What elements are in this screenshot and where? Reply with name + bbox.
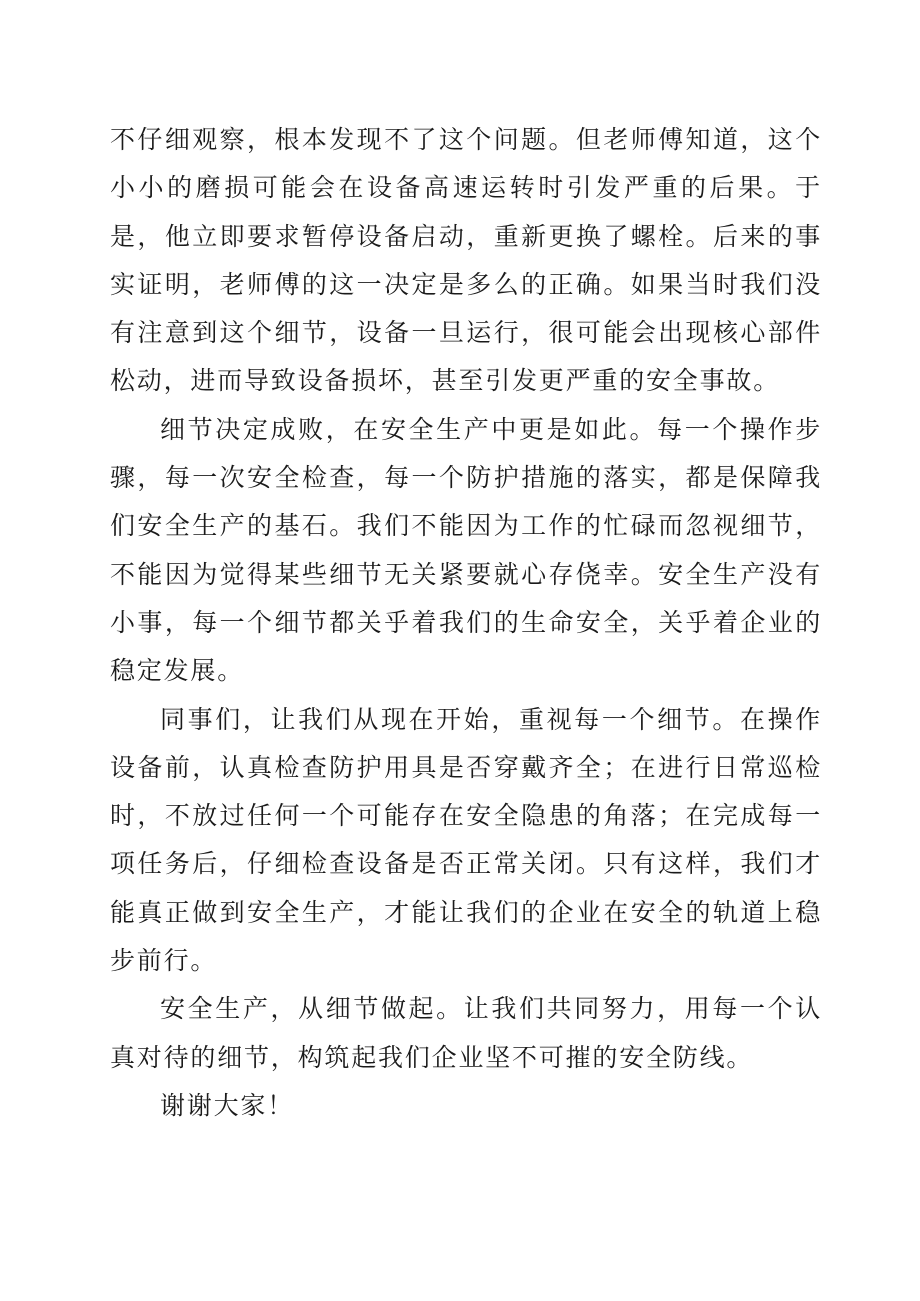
paragraph-1: 不仔细观察，根本发现不了这个问题。但老师傅知道，这个小小的磨损可能会在设备高速运转时引发严重的后果。于是，他立即要求暂停设备启动，重新更换了螺栓。后来的事实证明，老师傅的这一决定是多么的正确。如果当时我们没有注意到这个细节，设备一旦运行，很可能会出现核心部件松动，进而导致设备损坏，甚至引发更严重的安全事故。: [110, 125, 822, 396]
closing-line: 谢谢大家！: [160, 1090, 295, 1120]
document-body: [110, 116, 822, 1130]
paragraph-3: 同事们，让我们从现在开始，重视每一个细节。在操作设备前，认真检查防护用具是否穿戴齐全；在进行日常巡检时，不放过任何一个可能存在安全隐患的角落；在完成每一项任务后，仔细检查设备是否正常关闭。只有这样，我们才能真正做到安全生产，才能让我们的企业在安全的轨道上稳步前行。: [110, 704, 822, 976]
paragraph-4: 安全生产，从细节做起。让我们共同努力，用每一个认真对待的细节，构筑起我们企业坚不可摧的安全防线。: [110, 994, 822, 1072]
paragraph-2: 细节决定成败，在安全生产中更是如此。每一个操作步骤，每一次安全检查，每一个防护措施的落实，都是保障我们安全生产的基石。我们不能因为工作的忙碌而忽视细节，不能因为觉得某些细节无关紧要就心存侥幸。安全生产没有小事，每一个细节都关乎着我们的生命安全，关乎着企业的稳定发展。: [110, 414, 822, 686]
